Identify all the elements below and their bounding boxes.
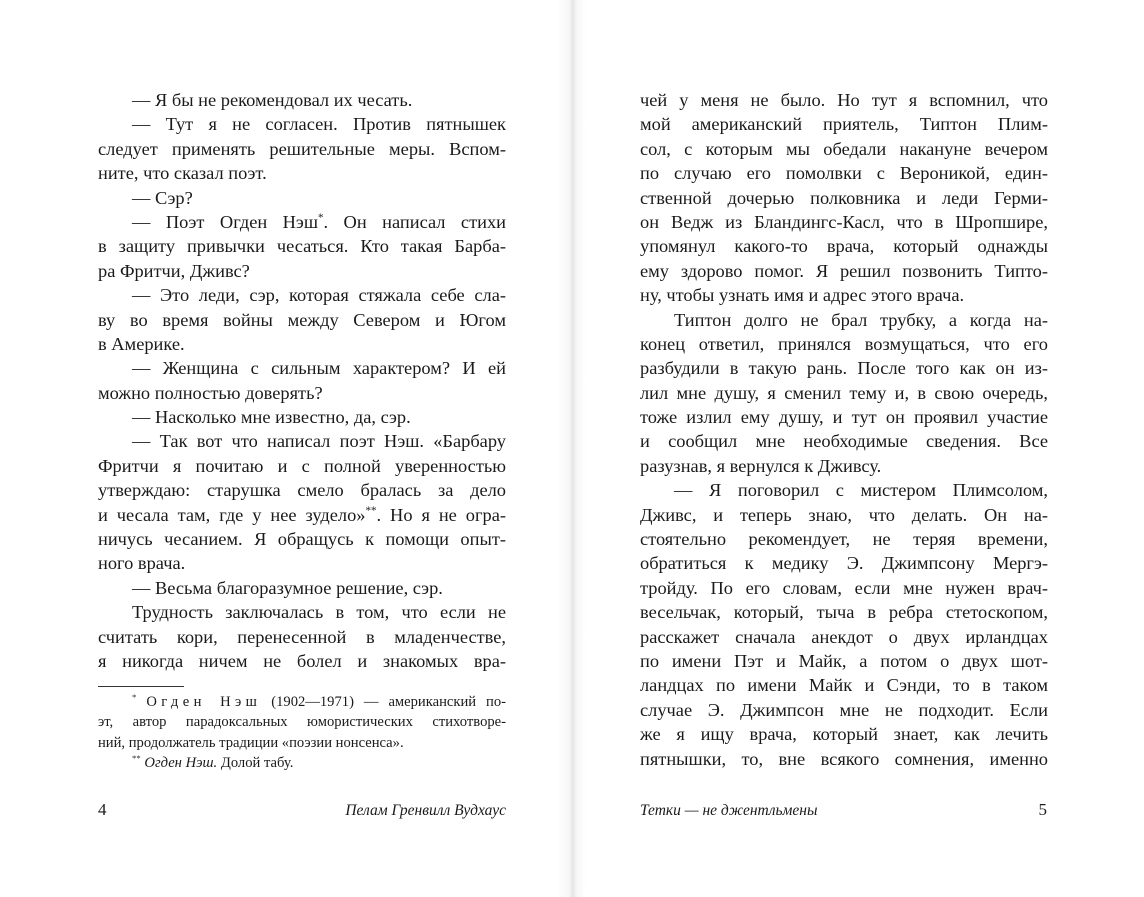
line-text: можно полностью доверять? — [98, 382, 323, 403]
line-text: — Женщина с сильным характером? И ей — [132, 358, 506, 379]
footnote-line — [98, 733, 506, 753]
line-text: Трудность заключалась в том, что если не — [132, 602, 506, 623]
line-text: — Тут я не согласен. Против пятнышек — [132, 114, 506, 135]
text-line — [98, 259, 506, 283]
text-line — [98, 649, 506, 673]
line-text: Типтон долго не брал трубку, а когда на- — [674, 309, 1048, 330]
line-text: считать кори, перенесенной в младенчестве, — [98, 626, 506, 647]
text-line — [98, 283, 506, 307]
right-page — [572, 0, 1144, 897]
line-text: следует применять решительные меры. Вспом- — [98, 138, 506, 159]
line-text: упомянул какого-то врача, который однажды — [640, 236, 1048, 257]
text-line — [640, 161, 1048, 185]
line-text: — Это леди, сэр, которая стяжала себе сла- — [132, 285, 506, 306]
text-line — [98, 381, 506, 405]
line-text: ландцах по имени Майк и Сэнди, то в таком — [640, 675, 1048, 696]
text-line — [640, 308, 1048, 332]
line-text: — Поэт Огден Нэш — [132, 211, 318, 232]
left-page-text — [98, 88, 506, 673]
text-line — [640, 747, 1048, 771]
line-text: расскажет сначала анекдот о двух ирландцах — [640, 626, 1048, 647]
footnote-marker: * — [317, 211, 324, 224]
text-line — [98, 161, 506, 185]
text-line — [640, 210, 1048, 234]
text-line — [640, 551, 1048, 575]
text-line — [98, 405, 506, 429]
line-text: по случаю его помолвки с Вероникой, един- — [640, 163, 1048, 184]
text-line — [640, 478, 1048, 502]
footnote-line — [98, 692, 506, 712]
text-line — [640, 234, 1048, 258]
footnote-text: (1902—1971) — американский по- — [261, 694, 506, 710]
line-text-continued: . Он написал стихи — [323, 211, 506, 232]
text-line — [98, 332, 506, 356]
text-line — [640, 673, 1048, 697]
line-text: ву во время войны между Севером и Югом — [98, 309, 506, 330]
line-text: — Я поговорил с мистером Плимсолом, — [674, 480, 1048, 501]
line-text: случае Э. Джимпсон мне не подходит. Если — [640, 699, 1048, 720]
line-text: ничусь чесанием. Я обращусь к помощи опыт- — [98, 529, 506, 550]
right-page-text — [640, 88, 1048, 771]
text-line — [98, 478, 506, 502]
line-text: в Америке. — [98, 333, 185, 354]
line-text: конец ответил, принялся возмущаться, что его — [640, 333, 1048, 354]
text-line — [98, 356, 506, 380]
text-line — [640, 88, 1048, 112]
text-line — [640, 600, 1048, 624]
footnote-text: эт, автор парадоксальных юмористических стихотворе- — [98, 714, 506, 731]
line-text: разбудили в такую рань. После того как он из- — [640, 358, 1048, 379]
line-text: ра Фритчи, Дживс? — [98, 260, 250, 281]
text-line — [640, 527, 1048, 551]
text-line — [98, 137, 506, 161]
line-text: весельчак, который, тыча в ребра стетоскопом, — [640, 602, 1048, 623]
page-number-left: 4 — [98, 800, 107, 819]
line-text: ну, чтобы узнать имя и адрес этого врача. — [640, 285, 965, 306]
text-line — [640, 649, 1048, 673]
footnote-title: Огден Нэш. — [144, 755, 218, 772]
text-line — [98, 503, 506, 527]
footnote-name: Огден Нэш — [146, 694, 262, 710]
footnote-line — [98, 712, 506, 732]
text-line — [640, 356, 1048, 380]
footnote-text: Долой табу. — [217, 755, 294, 772]
text-line — [98, 576, 506, 600]
text-line — [640, 332, 1048, 356]
text-line — [98, 88, 506, 112]
text-line — [640, 625, 1048, 649]
text-line — [98, 429, 506, 453]
footnote-rule — [98, 686, 184, 687]
line-text: в защиту привычки чесаться. Кто такая Барба- — [98, 236, 506, 257]
book-gutter-shadow — [556, 0, 586, 897]
line-text: тоже излил ему душу, и тут он проявил участие — [640, 407, 1048, 428]
text-line — [98, 454, 506, 478]
line-text: и сообщил мне необходимые сведения. Все — [640, 431, 1048, 452]
line-text: я никогда ничем не болел и знакомых вра- — [98, 650, 506, 671]
text-line — [640, 186, 1048, 210]
text-line — [640, 454, 1048, 478]
line-text: обратиться к медику Э. Джимпсону Мергэ- — [640, 553, 1048, 574]
text-line — [98, 527, 506, 551]
footnote-line — [98, 753, 506, 773]
line-text: по имени Пэт и Майк, а потом о двух шот- — [640, 650, 1048, 671]
text-line — [640, 283, 1048, 307]
text-line — [640, 259, 1048, 283]
text-line — [640, 576, 1048, 600]
line-text: пятнышки, то, вне всякого сомнения, именно — [640, 748, 1048, 769]
line-text: — Сэр? — [132, 187, 193, 208]
line-text: ему здорово помог. Я решил позвонить Типто- — [640, 260, 1048, 281]
line-text-continued: . Но я не огра- — [376, 504, 506, 525]
running-head-left: Пелам Гренвилл Вудхаус — [345, 802, 506, 819]
line-text: ного врача. — [98, 553, 186, 574]
footnote-marker: ** — [365, 504, 377, 517]
text-line — [98, 210, 506, 234]
footnote-marker: * — [132, 692, 137, 703]
footnote-marker: ** — [132, 753, 141, 764]
line-text: Дживс, и теперь знаю, что делать. Он на- — [640, 504, 1048, 525]
text-line — [640, 429, 1048, 453]
line-text: Фритчи я почитаю и с полной уверенностью — [98, 455, 506, 476]
line-text: — Насколько мне известно, да, сэр. — [132, 407, 411, 428]
text-line — [640, 112, 1048, 136]
text-line — [98, 308, 506, 332]
text-line — [98, 234, 506, 258]
text-line — [98, 625, 506, 649]
page-number-right: 5 — [1038, 800, 1047, 819]
line-text: мой американский приятель, Типтон Плим- — [640, 114, 1048, 135]
line-text: — Я бы не рекомендовал их чесать. — [132, 90, 413, 110]
line-text: — Весьма благоразумное решение, сэр. — [132, 577, 443, 598]
footnote-text: ний, продолжатель традиции «поэзии нонсенса». — [98, 734, 404, 751]
text-line — [640, 698, 1048, 722]
text-line — [98, 112, 506, 136]
text-line — [98, 600, 506, 624]
text-line — [98, 551, 506, 575]
line-text: утверждаю: старушка смело бралась за дело — [98, 480, 506, 501]
text-line — [640, 381, 1048, 405]
line-text: сол, с которым мы обедали накануне вечером — [640, 138, 1048, 159]
line-text: же я ищу врача, который знает, как лечить — [640, 724, 1048, 745]
left-page-footnotes — [98, 692, 506, 774]
text-line — [640, 722, 1048, 746]
text-line — [98, 186, 506, 210]
text-line — [640, 503, 1048, 527]
line-text: стоятельно рекомендует, не теряя времени, — [640, 529, 1048, 550]
line-text: тройду. По его словам, если мне нужен врач- — [640, 577, 1048, 598]
line-text: ните, что сказал поэт. — [98, 163, 267, 184]
line-text: он Ведж из Бландингс-Касл, что в Шропшире, — [640, 211, 1048, 232]
text-line — [640, 137, 1048, 161]
line-text: разузнав, я вернулся к Дживсу. — [640, 455, 882, 476]
running-head-right: Тетки — не джентльмены — [640, 802, 818, 819]
line-text: ственной дочерью полковника и леди Герми- — [640, 187, 1048, 208]
line-text: и чесала там, где у нее зудело» — [98, 504, 366, 525]
line-text: лил мне душу, я сменил тему и, в свою очередь, — [640, 382, 1048, 403]
line-text: чей у меня не было. Но тут я вспомнил, что — [640, 90, 1048, 110]
text-line — [640, 405, 1048, 429]
line-text: — Так вот что написал поэт Нэш. «Барбару — [132, 431, 506, 452]
